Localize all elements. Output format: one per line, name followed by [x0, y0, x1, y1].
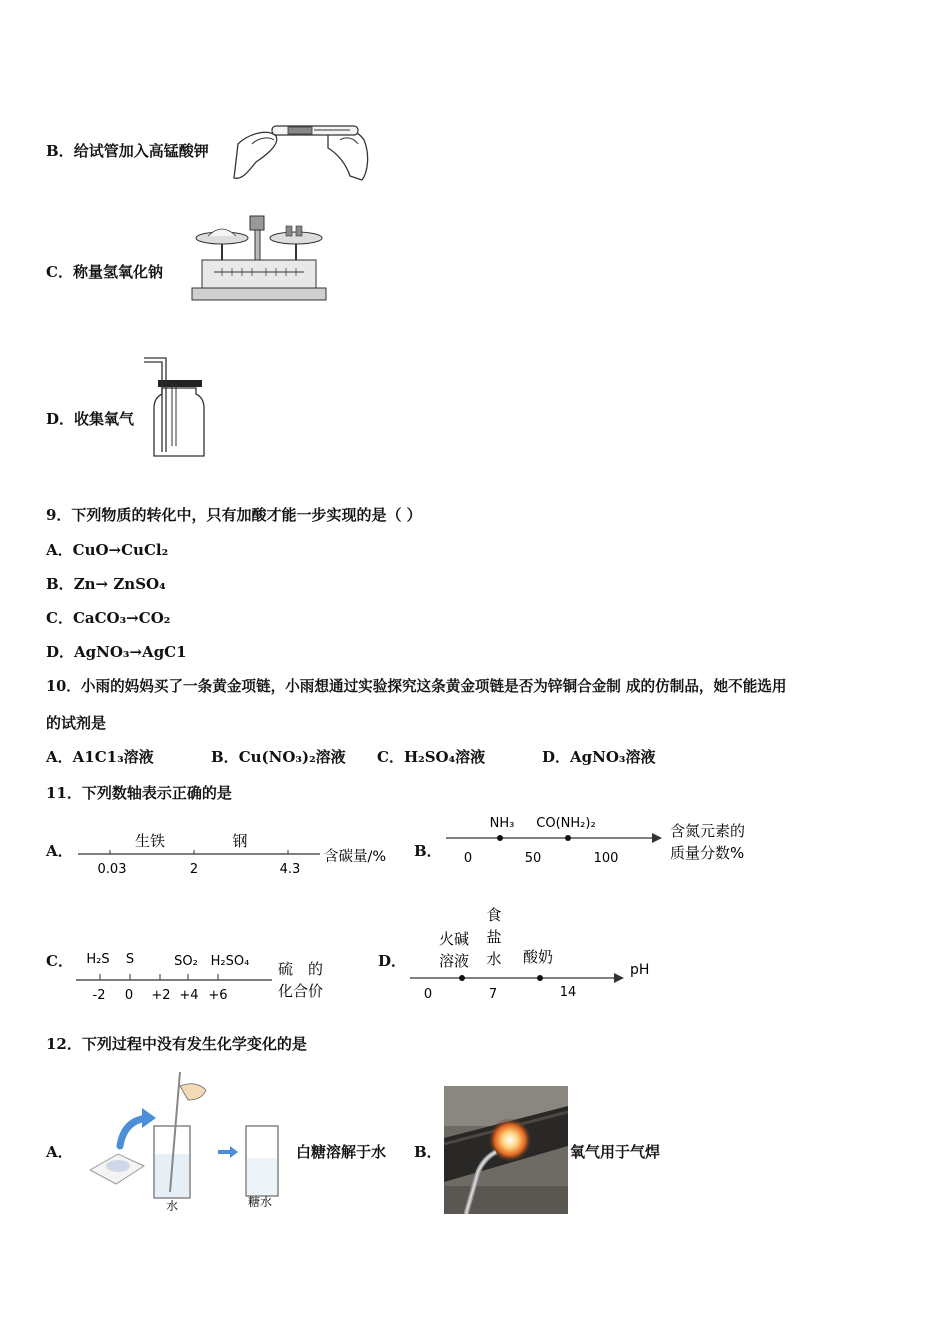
label-steel: 钢 [232, 832, 248, 850]
q9-stem: 9．下列物质的转化中，只有加酸才能一步实现的是（ ） [46, 506, 422, 524]
q9-option-c-text: CaCO₃→CO₂ [72, 609, 171, 627]
q11-option-a-label: A． [46, 842, 73, 860]
q9-option-a [46, 539, 168, 560]
point-nh3 [497, 835, 503, 841]
axis-title-line2: 质量分数% [670, 844, 745, 862]
q9-option-d-label: D． [46, 643, 75, 661]
tick-label: 100 [593, 851, 619, 866]
q11-option-c-label: C． [46, 952, 73, 970]
tick-label: +6 [208, 988, 228, 1003]
tick-label: 14 [559, 985, 577, 1000]
q8-option-c [46, 261, 163, 282]
gas-bottle-figure [140, 352, 212, 460]
q10-option-c-text: H₂SO₄溶液 [403, 748, 486, 766]
point-urea [565, 835, 571, 841]
q10-option-a-label: A． [46, 748, 73, 766]
q8-option-b-label: B． [46, 142, 74, 160]
q9-option-a-text: CuO→CuCl₂ [72, 541, 169, 559]
q8-option-d [46, 408, 134, 429]
label-salt-water-2: 盐 [486, 928, 502, 946]
label-yogurt: 酸奶 [522, 948, 554, 966]
q10-option-c-label: C． [377, 748, 404, 766]
q12-option-b-label: B． [414, 1143, 442, 1161]
tick-label: 50 [524, 851, 542, 866]
tick-label: 0 [423, 987, 433, 1002]
gas-welding-photo [444, 1086, 568, 1214]
label-salt-water-1: 食 [486, 906, 502, 924]
q8-option-d-text: 收集氧气 [74, 410, 135, 428]
q10-option-b-text: Cu(NO₃)₂溶液 [238, 748, 346, 766]
tick-label: 0 [124, 988, 134, 1003]
sugar-dissolving-figure [84, 1062, 294, 1218]
tick-label: 0.03 [97, 862, 127, 877]
q11-option-b-label: B． [414, 842, 442, 860]
q9-option-b-text: Zn→ ZnSO₄ [73, 575, 166, 593]
q10-option-a-text: A1C1₃溶液 [72, 748, 154, 766]
q9-option-d [46, 641, 187, 662]
q8-option-c-text: 称量氢氧化钠 [72, 263, 163, 281]
q11-c-number-line [72, 944, 342, 1006]
axis-title-line1: 硫 的 [278, 960, 324, 978]
q11-d-number-line [404, 902, 674, 1004]
q12-option-b-text: 氧气用于气焊 [570, 1143, 661, 1161]
axis-title: pH [630, 962, 650, 978]
q10-option-a [46, 746, 154, 767]
q9-option-c [46, 607, 170, 628]
axis-arrow [614, 973, 624, 983]
label-so2: SO₂ [174, 954, 198, 969]
label-h2so4: H₂SO₄ [210, 954, 250, 969]
q10-option-d-label: D． [542, 748, 571, 766]
tick-label: 2 [189, 862, 199, 877]
point-yogurt [537, 975, 543, 981]
label-nh3: NH₃ [489, 816, 515, 831]
label-caustic-soda-1: 火碱 [438, 930, 470, 948]
axis-title-line1: 含氮元素的 [670, 822, 746, 840]
tick-label: 4.3 [279, 862, 301, 877]
axis-arrow [652, 833, 662, 843]
test-tube-hands-figure [228, 114, 376, 184]
q9-option-a-label: A． [46, 541, 73, 559]
q10-option-b-label: B． [211, 748, 239, 766]
q10-stem-line2: 的试剂是 [46, 714, 107, 732]
q10-option-d-text: AgNO₃溶液 [570, 748, 656, 766]
q10-option-d [542, 746, 656, 767]
q8-option-b-text: 给试管加入高锰酸钾 [73, 142, 209, 160]
q9-option-c-label: C． [46, 609, 73, 627]
q12-option-a-label: A． [46, 1143, 73, 1161]
q9-option-b-label: B． [46, 575, 74, 593]
water-label: 水 [165, 1199, 179, 1213]
label-s: S [125, 952, 135, 967]
tick-label: +4 [179, 988, 199, 1003]
q9-option-d-text: AgNO₃→AgC1 [74, 643, 187, 661]
axis-title-line2: 化合价 [278, 982, 324, 1000]
label-caustic-soda-2: 溶液 [438, 952, 470, 970]
label-salt-water-3: 水 [486, 950, 502, 968]
axis-title: 含碳量/% [324, 849, 387, 865]
q12-option-a-text: 白糖溶解于水 [296, 1143, 387, 1161]
tick-label: +2 [151, 988, 171, 1003]
q11-stem: 11．下列数轴表示正确的是 [46, 784, 232, 802]
q12-stem: 12．下列过程中没有发生化学变化的是 [46, 1035, 307, 1053]
tick-label: 0 [463, 851, 473, 866]
q10-option-b [211, 746, 346, 767]
q11-b-number-line [440, 808, 770, 870]
q8-option-b [46, 140, 209, 161]
q11-a-number-line [70, 822, 410, 882]
q10-stem-line1: 10．小雨的妈妈买了一条黄金项链，小雨想通过实验探究这条黄金项链是否为锌铜合金制 成的仿制品，她不能选用 [46, 678, 787, 695]
label-h2s: H₂S [86, 952, 110, 967]
sugar-water-label: 糖水 [247, 1195, 273, 1209]
q11-option-d-label: D． [378, 952, 407, 970]
tick-label: 7 [488, 987, 498, 1002]
q10-option-c [377, 746, 485, 767]
point-caustic-soda [459, 975, 465, 981]
label-pig-iron: 生铁 [134, 832, 166, 850]
tick-label: -2 [92, 988, 106, 1003]
q8-option-c-label: C． [46, 263, 73, 281]
label-urea: CO(NH₂)₂ [536, 816, 596, 831]
balance-scale-figure [188, 210, 330, 305]
q8-option-d-label: D． [46, 410, 75, 428]
q9-option-b [46, 573, 166, 594]
